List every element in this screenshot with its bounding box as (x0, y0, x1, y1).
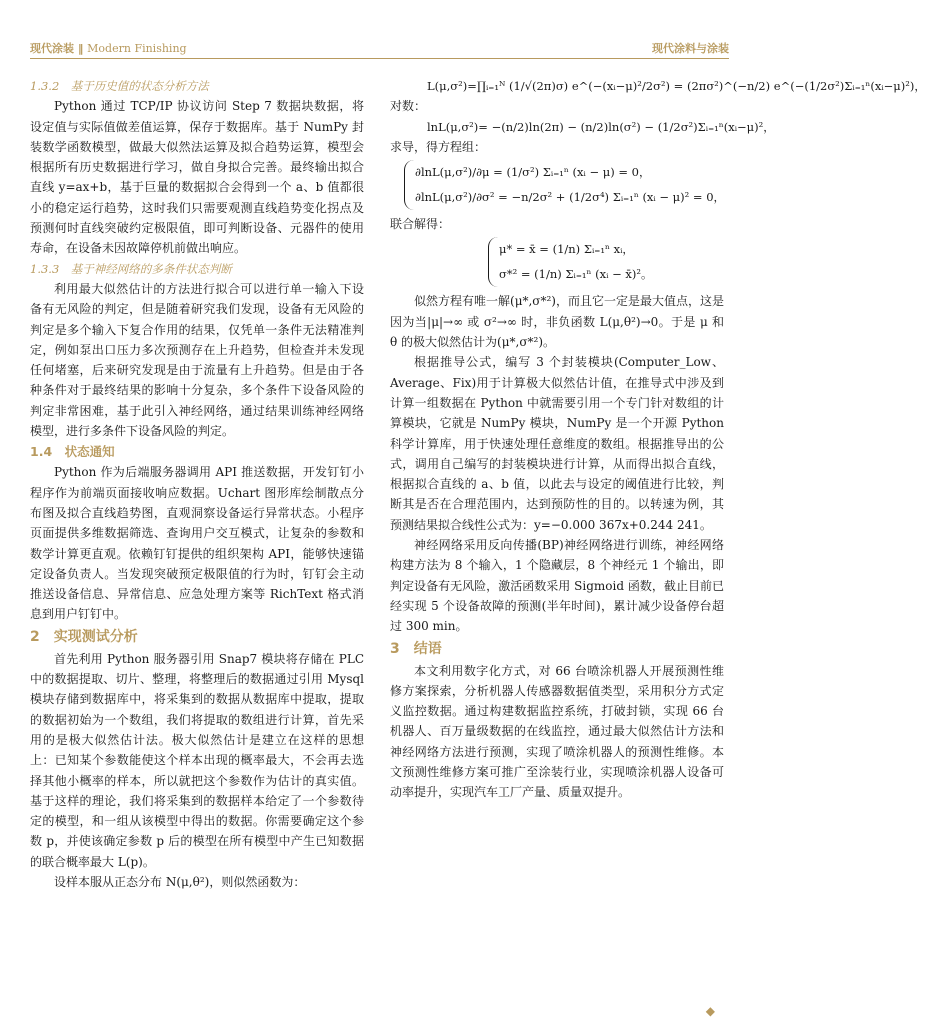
paragraph-notification: Python 作为后端服务器调用 API 推送数据，开发钉钉小程序作为前端页面接收响应数据。Uchart 图形库绘制散点分布图及拟合直线趋势图，直观洞察设备运行异常状态。小程序页面提供多维数据筛选、查询用户交互模式，让复杂的参数和数学计算更直观。依赖钉钉提供的组织架构 API，能够快速锚定设备负责人。当发现突破预定极限值的行为时，钉钉会主动推送设备信息、异常信息、应急处理方案等 RichText 格式消息到用户钉钉中。 (30, 465, 364, 622)
journal-name-sep: ‖ (74, 42, 88, 55)
paragraph-neural-network: 利用最大似然估计的方法进行拟合可以进行单一输入下设备有无风险的判定，但是随着研究我们发现，设备有无风险的判定是多个输入下复合作用的结果，仅凭单一条件无法精准判定，例如泵出口压力多次预测存在上升趋势，但检查并未发现任何堵塞，后来研究发现是由于流量有上升趋势。但是由于各种条件对于最终结果的影响十分复杂，多个条件下设备风险的判定非常困难，基于此引入神经网络，通过结果训练神经网络模型，进行多条件下设备风险的判定。 (30, 281, 364, 439)
heading-1-3-2: 1.3.2 基于历史值的状态分析方法 (30, 79, 209, 93)
equation-system (404, 160, 724, 210)
right-column (390, 76, 926, 803)
left-column (30, 76, 364, 892)
paragraph-numpy-modules: 根据推导公式，编写 3 个封装模块(Computer_Low、Average、Fix)用于计算极大似然估计值，在推导式中涉及到计算一组数据在 Python 中就需要引用一个专门针对数组的计算模块，它就是 NumPy 模块，NumPy 是一个开源 Python 科学计算库，用于快速处理任意维度的数组。根据推导出的公式，调用自己编写的封装模块进行计算，从而得出拟合直线，根据拟合直线的 a、b 值，以此去与设定的阈值进行比较，判断其是否在合理范围内，达到预防性的目的。以转速为例，其预测结果拟合线性公式为：y=−0.000 367x+0.244 241。 (390, 355, 724, 532)
heading-1-4: 1.4 状态通知 (30, 444, 115, 460)
equation-likelihood: L(μ,σ²)=∏ᵢ₌₁ᴺ (1/√(2π)σ) e^(−(xᵢ−μ)²/2σ²) = (2πσ²)^(−n/2) e^(−(1/2σ²)Σᵢ₌₁ⁿ(xᵢ−μ)²)， (427, 79, 926, 93)
paragraph-conclusion: 本文利用数字化方式，对 66 台喷涂机器人开展预测性维修方案探索，分析机器人传感器数据值类型，采用积分方式定义监控数据。通过构建数据监控系统，打破封锁，实现 66 台机器人、百万量级数据的在线监控，通过最大似然估计方法和神经网络方法进行预测，实现了喷涂机器人的预测性维修。本文预测性维修方案可推广至涂装行业，实现喷涂机器人设备可动率提升，实现汽车工厂产量、质量双提升。 (390, 663, 724, 800)
paragraph-bp-network: 神经网络采用反向传播(BP)神经网络进行训练，神经网络构建方法为 8 个输入，1 个隐藏层，8 个神经元 1 个输出，即判定设备有无风险，激活函数采用 Sigmoid 函数，截止目前已经实现 5 个设备故障的预测(半年时间)，累计减少设备停台超过 300 min。 (390, 538, 724, 634)
heading-1-3-3: 1.3.3 基于神经网络的多条件状态判断 (30, 261, 232, 276)
equation-sigma-estimate: σ*² = (1/n) Σᵢ₌₁ⁿ (xᵢ − x̄)²。 (499, 267, 653, 282)
paragraph-unique-solution: 似然方程有唯一解(μ*,σ*²)，而且它一定是最大值点，这是因为当|μ|→∞ 或 σ²→∞ 时，非负函数 L(μ,θ²)→0。于是 μ 和 θ 的极大似然估计为(μ*,σ*²)。 (390, 294, 724, 350)
equation-log-likelihood: lnL(μ,σ²)= −(n/2)ln(2π) − (n/2)ln(σ²) − (1/2σ²)Σᵢ₌₁ⁿ(xᵢ−μ)²， (427, 119, 775, 134)
journal-section: 现代涂料与涂装 (652, 42, 729, 55)
paragraph-likelihood-intro: 设样本服从正态分布 N(μ,θ²)，则似然函数为： (54, 874, 306, 889)
heading-3: 3 结语 (390, 640, 442, 657)
equation-solution (488, 237, 724, 287)
equation-derivative-mu: ∂lnL(μ,σ²)/∂μ = (1/σ²) Σᵢ₌₁ⁿ (xᵢ − μ) = 0， (415, 165, 651, 180)
journal-name (30, 40, 187, 56)
paragraph-history-analysis: Python 通过 TCP/IP 协议访问 Step 7 数据块数据，将设定值与实际值做差值运算，保存于数据库。基于 NumPy 封装数学函数模型，做最大似然法运算及拟合趋势运算，模型会根据所有历史数据进行学习，做自身拟合完善。最终输出拟合直线 y=ax+b，基于巨量的数据拟合会得到一个 a、b 值都很小的稳定运行趋势，这时我们只需要观测直线趋势变化拐点及预测何时直线突破约定极限值，即可判断设备、元器件的使用寿命，在设备未因故障停机前做出响应。 (30, 99, 364, 256)
page-header (30, 38, 729, 59)
journal-name-en: Modern Finishing (87, 42, 187, 55)
journal-name-cn: 现代涂装 (30, 42, 74, 55)
end-mark-icon: ◆ (705, 1004, 715, 1018)
paragraph-test-analysis: 首先利用 Python 服务器引用 Snap7 模块将存储在 PLC 中的数据提取、切片、整理，将整理后的数据通过引用 Mysql 模块存储到数据库中，将采集到的数据从数据库中提取，提取的数据初始为一个数组，我们将提取的数组进行计算，首先采用的是极大似然估计法。极大似然估计是建立在这样的思想上：已知某个参数能使这个样本出现的概率最大，不会再去选择其他小概率的样本，所以就把这个参数作为估计的真实值。基于这样的理论，我们将采集到的数据样本给定了一个参数待定的模型，和一组从该模型中得出的数据。你需要确定这个参数 p，并使该确定参数 p 后的模型在所有模型中产生已知数据的联合概率最大 L(p)。 (30, 651, 364, 869)
text-joint-solution: 联合解得： (390, 217, 451, 232)
equation-derivative-sigma: ∂lnL(μ,σ²)/∂σ² = −n/2σ² + (1/2σ⁴) Σᵢ₌₁ⁿ (xᵢ − μ)² = 0， (415, 190, 726, 205)
text-derivative: 求导，得方程组： (390, 139, 487, 154)
equation-mu-estimate: μ* = x̄ = (1/n) Σᵢ₌₁ⁿ xᵢ， (499, 242, 634, 257)
heading-2: 2 实现测试分析 (30, 628, 138, 645)
text-logarithm: 对数： (390, 99, 427, 114)
